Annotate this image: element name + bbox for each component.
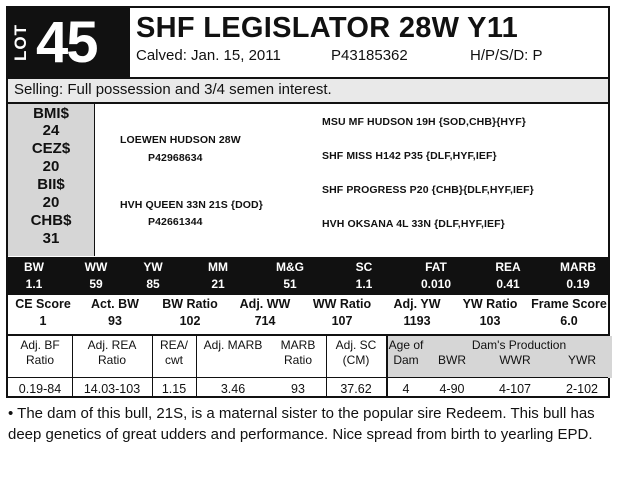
carcass-header: Adj. MARB	[203, 338, 263, 352]
perf-label: Frame Score	[531, 297, 607, 311]
index-value-chb: 31	[42, 230, 60, 247]
ywr-value: 2-102	[566, 382, 598, 396]
index-label-bii: BII$	[37, 176, 65, 193]
divider	[94, 104, 95, 256]
bull-name: SHF LEGISLATOR 28W Y11	[136, 12, 519, 44]
pedigree-dam: HVH QUEEN 33N 21S {DOD}	[120, 199, 263, 211]
wwr-value: 4-107	[499, 382, 531, 396]
epd-value: 0.19	[566, 277, 590, 291]
perf-value: 107	[331, 314, 353, 328]
perf-value: 714	[254, 314, 276, 328]
epd-label: WW	[84, 260, 108, 274]
dam-age-value: 4	[402, 382, 410, 396]
divider	[72, 335, 73, 398]
perf-value: 102	[179, 314, 201, 328]
epd-label: SC	[355, 260, 373, 274]
perf-value: 6.0	[560, 314, 578, 328]
carcass-header: REA/ cwt	[159, 338, 188, 367]
calved-date: Calved: Jan. 15, 2011	[136, 47, 281, 64]
pedigree-sire-sire: MSU MF HUDSON 19H {SOD,CHB}{HYF}	[322, 116, 526, 128]
lot-card	[6, 6, 610, 398]
bullet-icon: •	[8, 405, 18, 422]
epd-value: 0.41	[496, 277, 520, 291]
epd-value: 1.1	[25, 277, 43, 291]
hpsd-status: H/P/S/D: P	[470, 47, 543, 64]
dam-age-header: Age of Dam	[388, 338, 424, 367]
wwr-header: WWR	[499, 353, 531, 367]
divider	[8, 102, 608, 104]
dam-production-title: Dam's Production	[471, 338, 567, 352]
epd-value: 0.010	[420, 277, 452, 291]
divider	[8, 77, 608, 79]
bwr-header: BWR	[438, 353, 466, 367]
pedigree-sire-reg: P42968634	[148, 152, 203, 164]
pedigree-sire-dam: SHF MISS H142 P35 {DLF,HYF,IEF}	[322, 150, 497, 162]
perf-label: Act. BW	[91, 297, 139, 311]
epd-value: 21	[211, 277, 225, 291]
carcass-value: 93	[291, 382, 305, 396]
carcass-header: Adj. SC (CM)	[335, 338, 377, 367]
epd-label: REA	[495, 260, 521, 274]
index-column	[8, 104, 94, 256]
carcass-value: 37.62	[340, 382, 372, 396]
index-value-bmi: 24	[42, 122, 60, 139]
carcass-header: Adj. BF Ratio	[20, 338, 60, 367]
index-label-cez: CEZ$	[31, 140, 71, 157]
epd-value: 1.1	[355, 277, 373, 291]
index-value-cez: 20	[42, 158, 60, 175]
index-value-bii: 20	[42, 194, 60, 211]
epd-value: 59	[89, 277, 103, 291]
index-label-bmi: BMI$	[33, 105, 69, 122]
perf-value: 93	[108, 314, 122, 328]
lot-number-box	[8, 8, 130, 78]
epd-value: 51	[283, 277, 297, 291]
index-label-chb: CHB$	[30, 212, 72, 229]
carcass-value: 1.15	[161, 382, 187, 396]
carcass-header: Adj. REA Ratio	[87, 338, 137, 367]
perf-value: 1193	[403, 314, 431, 328]
epd-label: MM	[208, 260, 228, 274]
carcass-value: 0.19-84	[18, 382, 62, 396]
divider	[8, 377, 608, 378]
pedigree-sire: LOEWEN HUDSON 28W	[120, 134, 241, 146]
divider	[326, 335, 327, 398]
perf-label: Adj. YW	[393, 297, 441, 311]
ywr-header: YWR	[568, 353, 596, 367]
perf-value: 1	[39, 314, 47, 328]
epd-bar	[8, 257, 608, 295]
perf-label: YW Ratio	[462, 297, 518, 311]
lot-label: LOT	[11, 24, 30, 62]
epd-label: YW	[143, 260, 163, 274]
pedigree-dam-reg: P42661344	[148, 216, 203, 228]
lot-number: 45	[36, 10, 97, 75]
epd-value: 85	[146, 277, 160, 291]
epd-label: MARB	[560, 260, 596, 274]
pedigree-dam-sire: SHF PROGRESS P20 {CHB}{DLF,HYF,IEF}	[322, 184, 534, 196]
epd-label: FAT	[425, 260, 447, 274]
footnote-text: The dam of this bull, 21S, is a maternal sister to the popular sire Redeem. This bull has deep genetics of great udders and performance. Nice spread from birth to yearling EPD.	[8, 405, 595, 443]
carcass-value: 3.46	[220, 382, 246, 396]
selling-terms: Selling: Full possession and 3/4 semen interest.	[14, 81, 332, 98]
epd-label: M&G	[276, 260, 304, 274]
carcass-header: MARB Ratio	[280, 338, 316, 367]
pedigree-dam-dam: HVH OKSANA 4L 33N {DLF,HYF,IEF}	[322, 218, 505, 230]
footnote	[8, 403, 612, 445]
registration-number: P43185362	[331, 47, 408, 64]
divider	[196, 335, 197, 398]
divider	[386, 335, 388, 398]
perf-label: Adj. WW	[239, 297, 291, 311]
perf-label: CE Score	[15, 297, 71, 311]
perf-label: WW Ratio	[312, 297, 372, 311]
perf-label: BW Ratio	[162, 297, 218, 311]
carcass-value: 14.03-103	[83, 382, 141, 396]
bwr-value: 4-90	[439, 382, 465, 396]
epd-label: BW	[24, 260, 44, 274]
divider	[152, 335, 153, 398]
perf-value: 103	[479, 314, 501, 328]
